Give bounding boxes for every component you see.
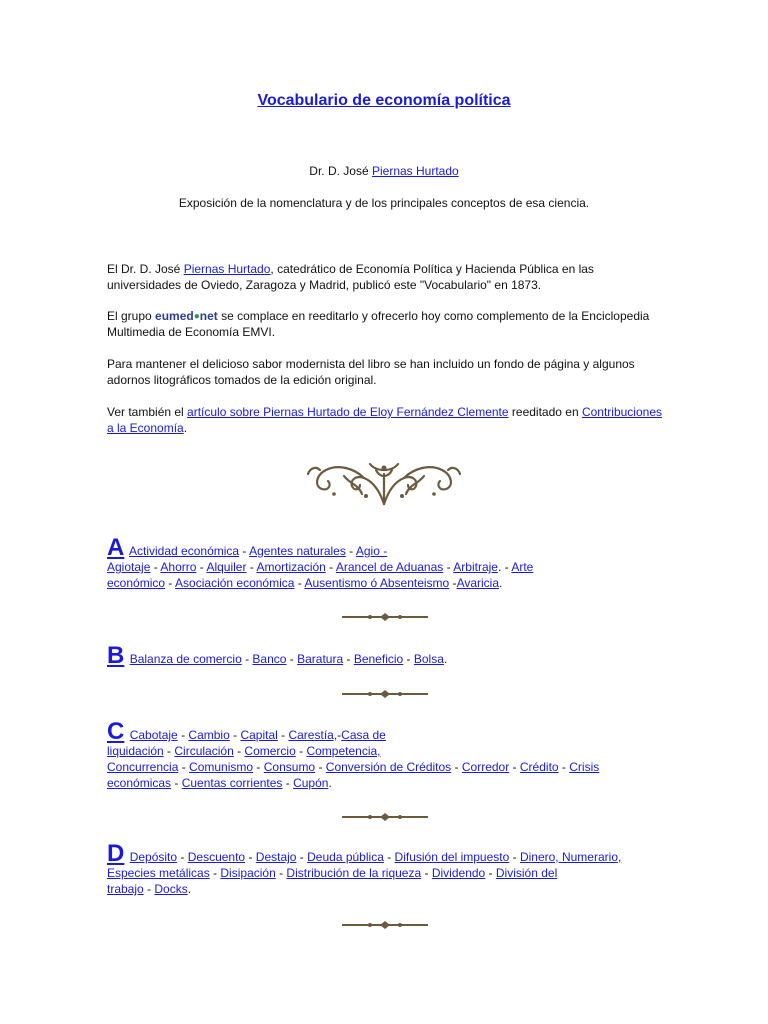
term-link[interactable]: Difusión del impuesto [394,850,510,864]
term-link[interactable]: Docks [154,882,188,896]
separator-ornament-icon [340,920,430,930]
term-link[interactable]: Arte [511,560,534,574]
term-link[interactable]: Banco [252,652,287,666]
letter-c-anchor[interactable]: C [107,718,125,745]
eumed-logo-a: eumed [155,309,194,323]
term-link[interactable]: Balanza de comercio [129,652,242,666]
subtitle: Exposición de la nomenclatura y de los principales conceptos de esa ciencia. [178,196,590,210]
p4-middle: reeditado en [508,405,582,419]
term-link[interactable]: Competencia, [306,744,381,758]
term-link[interactable]: Comercio [244,744,296,758]
eumed-logo-b: net [199,309,218,323]
term-link[interactable]: Descuento [187,850,246,864]
title-link[interactable]: Vocabulario de economía política [257,92,511,109]
lithographic-ornament-icon [304,454,464,512]
p2-prefix: El grupo [107,309,156,323]
term-link[interactable]: Corredor [461,760,510,774]
letter-a-anchor[interactable]: A [107,534,125,561]
separator-ornament-icon [340,612,430,622]
term-link[interactable]: Baratura [297,652,344,666]
term-link[interactable]: Asociación económica [175,576,295,590]
term-link[interactable]: Consumo [263,760,316,774]
p2-suffix: se complace en reeditarlo y ofrecerlo hoy como complemento de la Enciclopedia Multimedia de Economía EMVI. [107,309,650,339]
section-d: D Depósito - Descuento - Destajo - Deuda pública - Difusión del impuesto - Dinero, Numerario, Especies metálicas - Disipación - Distribución de la riqueza - Dividendo - División del trabajo - Docks. [107,840,622,896]
term-link[interactable]: Circulación [174,744,234,758]
section-a: A Actividad económica - Agentes naturales - Agio - Agiotaje - Ahorro - Alquiler - Amortización - Arancel de Aduanas - Arbitraje. - Arte económico - Asociación económica - Ausentismo ó Absenteismo -Avaricia. [107,534,534,590]
term-link[interactable]: Amortización [256,560,326,574]
term-link[interactable]: Ausentismo ó Absenteismo [304,576,450,590]
term-link[interactable]: Disipación [220,866,276,880]
term-link[interactable]: Cabotaje [129,728,178,742]
separator-ornament-icon [340,689,430,699]
section-c: C Cabotaje - Cambio - Capital - Carestía,-Casa de liquidación - Circulación - Comercio - Competencia, Concurrencia - Comunismo - Consumo - Conversión de Créditos - Corredor - Crédito - Crisis económicas - Cuentas corrientes - Cupón. [107,718,600,790]
term-link[interactable]: Cuentas corrientes [181,776,283,790]
term-link[interactable]: Bolsa [413,652,444,666]
term-link[interactable]: Especies metálicas [107,866,210,880]
separator-ornament-icon [340,812,430,822]
term-link[interactable]: económico [107,576,166,590]
term-link[interactable]: Crisis [569,760,600,774]
term-link[interactable]: Agentes naturales [249,544,346,558]
term-link[interactable]: Agio - [355,544,388,558]
p4-suffix: . [183,420,188,435]
term-link[interactable]: Avaricia [456,576,500,590]
intro-paragraph [107,262,667,293]
term-link[interactable]: Conversión de Créditos [325,760,452,774]
term-link[interactable]: Cambio [188,728,230,742]
term-link[interactable]: Deuda pública [307,850,384,864]
article-link[interactable]: artículo sobre Piernas Hurtado de Eloy Fernández Clemente [187,405,509,419]
term-link[interactable]: trabajo [107,882,144,896]
author-prefix: Dr. D. José [309,164,372,178]
term-link[interactable]: Distribución de la riqueza [286,866,422,880]
section-b: B Balanza de comercio - Banco - Baratura - Beneficio - Bolsa. [107,642,448,669]
letter-b-anchor[interactable]: B [107,642,125,669]
term-link[interactable]: Beneficio [353,652,404,666]
term-link[interactable]: económicas [107,776,172,790]
term-link[interactable]: Crédito [519,760,559,774]
term-link[interactable]: Ahorro [160,560,197,574]
term-link[interactable]: Agiotaje [107,560,151,574]
author-link-2[interactable]: Piernas Hurtado [183,262,271,276]
term-link[interactable]: Alquiler [206,560,247,574]
term-link[interactable]: Actividad económica [129,544,240,558]
term-link[interactable]: Dinero, Numerario, [519,850,622,864]
term-link[interactable]: Arancel de Aduanas [335,560,444,574]
design-paragraph: Para mantener el delicioso sabor modernista del libro se han incluido un fondo de página y algunos adornos litográficos tomados de la edición original. [107,357,635,387]
term-link[interactable]: Dividendo [431,866,486,880]
term-link[interactable]: Arbitraje [453,560,498,574]
term-link[interactable]: Capital [240,728,278,742]
term-link[interactable]: liquidación [107,744,164,758]
eumed-paragraph [107,309,667,340]
eumed-logo [155,309,218,323]
page-title[interactable] [0,92,768,110]
term-link[interactable]: Depósito [129,850,178,864]
term-link[interactable]: Comunismo [189,760,254,774]
term-link[interactable]: Cupón [293,776,329,790]
author-line [0,164,768,178]
term-link[interactable]: Carestía, [288,728,338,742]
term-link[interactable]: Destajo [255,850,297,864]
term-link[interactable]: Concurrencia [107,760,179,774]
p1-prefix: El Dr. D. José [107,262,184,276]
contribuciones-link[interactable]: Contribuciones a la Economía [107,405,662,435]
p1-suffix: , catedrático de Economía Política y Hacienda Pública en las universidades de Oviedo, Zaragoza y Madrid, publicó este "Vocabulario" en 1873. [107,262,594,292]
term-link[interactable]: Casa de [341,728,386,742]
p4-prefix: Ver también el [107,405,188,419]
author-link[interactable]: Piernas Hurtado [371,164,459,178]
eumed-logo-dot: ● [193,311,200,322]
letter-d-anchor[interactable]: D [107,840,125,867]
term-link[interactable]: División del [495,866,558,880]
see-also-paragraph [107,405,667,436]
